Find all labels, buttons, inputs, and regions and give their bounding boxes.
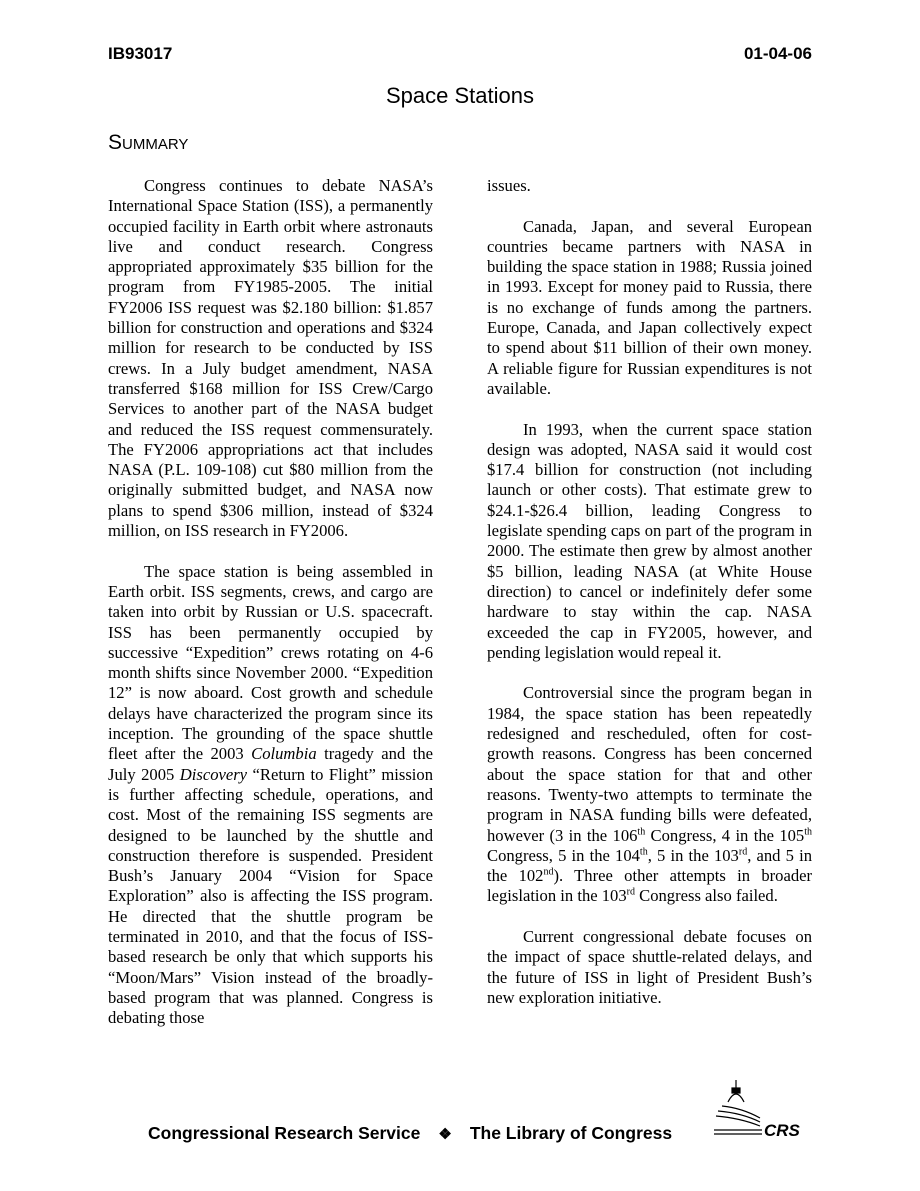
paragraph: In 1993, when the current space station design was adopted, NASA said it would cost $17.4 billion for construction (not including launch or other costs). That estimate grew to $24.1-$26.4 billion, leading Congress to legislate spending caps on part of the program in 2000. The estimate then grew by almost another $5 billion, leading NASA (at White House direction) to cancel or indefinitely defer some hardware to stay within the cap. NASA exceeded the cap in FY2005, however, and pending legislation would repeal it. bbox=[487, 419, 812, 662]
paragraph: Canada, Japan, and several European countries became partners with NASA in building the space station in 1988; Russia joined in 1993. Except for money paid to Russia, there is no exchange of funds among the partners. Europe, Canada, and Japan collectively expect to spend about $11 billion of their own money. A reliable figure for Russian expenditures is not available. bbox=[487, 216, 812, 398]
page-title: Space Stations bbox=[386, 83, 534, 108]
crs-capitol-logo-icon bbox=[712, 1076, 808, 1140]
paragraph: The space station is being assembled in Earth orbit. ISS segments, crews, and cargo are taken into orbit by Russian or U.S. spacecraft. ISS has been permanently occupied by successive “Expedition” crews rotating on 4-6 month shifts since November 2000. “Expedition 12” is now aboard. Cost growth and schedule delays have characterized the program since its inception. The grounding of the space shuttle fleet after the 2003 Columbia tragedy and the July 2005 Discovery “Return to Flight” mission is further affecting schedule, operations, and cost. Most of the remaining ISS segments are designed to be launched by the shuttle and construction therefore is suspended. President Bush’s January 2004 “Vision for Space Exploration” also is affecting the ISS program. He directed that the shuttle program be terminated in 2010, and that the focus of ISS-based research be only that which supports his “Moon/Mars” Vision instead of the broadly-based program that was planned. Congress is debating those bbox=[108, 561, 433, 1028]
crs-logo-text: CRS bbox=[764, 1121, 800, 1140]
doc-id: IB93017 bbox=[108, 44, 173, 63]
paragraph: Current congressional debate focuses on the impact of space shuttle-related delays, and the future of ISS in light of President Bush’s new exploration initiative. bbox=[487, 926, 812, 1007]
paragraph: Congress continues to debate NASA’s International Space Station (ISS), a permanently occupied facility in Earth orbit where astronauts live and conduct research. Congress appropriated approximately $35 billion for the program from FY1985-2005. The initial FY2006 ISS request was $2.180 billion: $1.857 billion for construction and operations and $324 million for research to be conducted by ISS crews. In a July budget amendment, NASA transferred $168 million for ISS Crew/Cargo Services to another part of the NASA budget and reduced the ISS request commensurately. The FY2006 appropriations act that includes NASA (P.L. 109-108) cut $80 million from the originally submitted budget, and NASA now plans to spend $306 million, instead of $324 million, on ISS research in FY2006. bbox=[108, 176, 433, 541]
paragraph: Controversial since the program began in 1984, the space station has been repeatedly redesigned and rescheduled, often for cost-growth reasons. Congress has been concerned about the space station for that and other reasons. Twenty-two attempts to terminate the program in NASA funding bills were defeated, however (3 in the 106th Congress, 4 in the 105th Congress, 5 in the 104th, 5 in the 103rd, and 5 in the 102nd). Three other attempts in broader legislation in the 103rd Congress also failed. bbox=[487, 683, 813, 906]
section-heading: Summary bbox=[108, 131, 189, 154]
doc-date: 01-04-06 bbox=[743, 44, 812, 63]
footer bbox=[148, 1123, 672, 1144]
paragraph: issues. bbox=[487, 176, 531, 195]
footer-crs: Congressional Research Service bbox=[148, 1123, 421, 1143]
right-column bbox=[487, 176, 812, 1028]
left-column bbox=[108, 176, 433, 1049]
footer-loc: The Library of Congress bbox=[469, 1123, 673, 1143]
diamond-separator-icon: ❖ bbox=[438, 1125, 452, 1143]
